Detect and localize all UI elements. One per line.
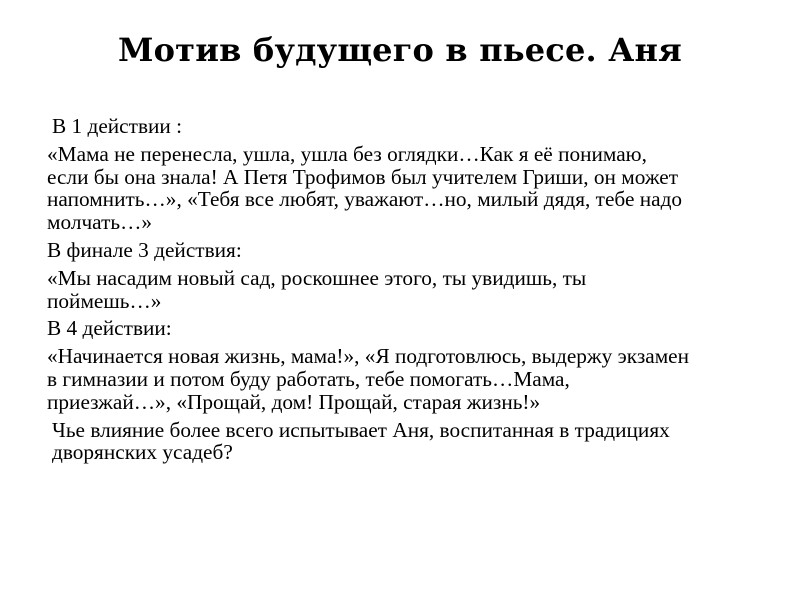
text-line: Чье влияние более всего испытывает Аня, воспитанная в традициях <box>52 417 670 442</box>
paragraph-act3-quote <box>47 267 772 313</box>
paragraph-question <box>47 419 772 465</box>
text-line: приезжай…», «Прощай, дом! Прощай, старая жизнь!» <box>47 389 541 414</box>
text-line: дворянских усадеб? <box>52 440 233 465</box>
text-line: молчать…» <box>47 210 153 235</box>
paragraph-act3-label <box>47 239 772 262</box>
paragraph-act1-label <box>47 115 772 138</box>
text-line: если бы она знала! А Петя Трофимов был учителем Гриши, он может <box>47 164 679 189</box>
paragraph-act4-label <box>47 317 772 340</box>
text-line: поймешь…» <box>47 288 162 313</box>
slide-body <box>47 115 772 469</box>
paragraph-act1-quote <box>47 143 772 234</box>
slide-title: Мотив будущего в пьесе. Аня <box>118 31 682 69</box>
paragraph-act4-quote <box>47 345 772 413</box>
text-line: «Мама не перенесла, ушла, ушла без оглядки…Как я её понимаю, <box>47 141 647 166</box>
text-line: «Начинается новая жизнь, мама!», «Я подготовлюсь, выдержу экзамен <box>47 344 690 369</box>
text-line: «Мы насадим новый сад, роскошнее этого, ты увидишь, ты <box>47 265 587 290</box>
text-line: В финале 3 действия: <box>47 237 242 262</box>
text-line: В 4 действии: <box>47 316 172 341</box>
text-line: В 1 действии : <box>52 114 183 138</box>
text-line: напомнить…», «Тебя все любят, уважают…но, милый дядя, тебе надо <box>47 187 683 212</box>
text-line: в гимназии и потом буду работать, тебе помогать…Мама, <box>47 366 570 391</box>
